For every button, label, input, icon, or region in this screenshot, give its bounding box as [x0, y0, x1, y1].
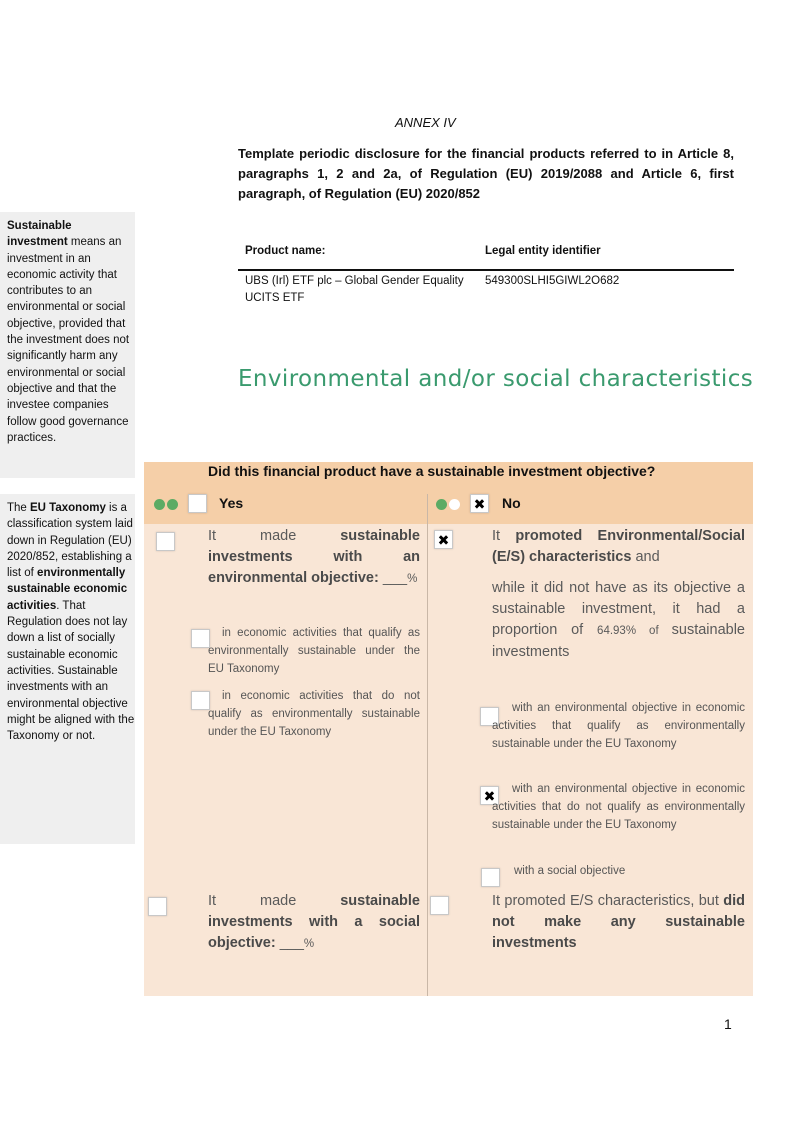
lei-value: 549300SLHI5GIWL2O682 — [485, 275, 620, 287]
sidebar-text: The — [7, 502, 31, 514]
text-bold: sustainable investments with an environmental objective: — [208, 528, 420, 586]
dot-icon — [167, 499, 178, 510]
dot-icon — [154, 499, 165, 510]
sustainable-proportion-text — [492, 578, 745, 663]
lei-header: Legal entity identifier — [485, 245, 601, 257]
taxonomy-aligned-text: in economic activities that qualify as environmentally sustainable under the EU Taxonomy — [208, 627, 420, 675]
check-x-icon: ✖ — [437, 531, 450, 548]
social-objective-text — [208, 891, 420, 955]
yes-label: Yes — [219, 495, 244, 511]
no-sustainable-text — [492, 891, 745, 954]
no-checkbox[interactable] — [470, 494, 489, 513]
question-heading: Did this financial product have a sustainable investment objective? — [208, 463, 656, 479]
text-bold: sustainable investments with a social objective: — [208, 893, 420, 951]
product-name-header: Product name: — [245, 245, 326, 257]
sidebar-term: EU Taxonomy — [30, 502, 106, 514]
promoted-es-text — [492, 526, 745, 568]
yes-checkbox[interactable] — [188, 494, 207, 513]
page-number: 1 — [724, 1016, 732, 1032]
sidebar-term: environmentally sustainable economic activities — [7, 567, 128, 612]
dot-icon — [449, 499, 460, 510]
blank: ___ — [275, 935, 304, 951]
social-text: with a social objective — [514, 865, 626, 877]
text: while it did not have as its objective a sustainable investment, it had a proportion of — [492, 580, 745, 638]
sidebar-text: . That Regulation does not lay down a list of socially sustainable economic activities. Sustainable investments with an environmental objective might be aligned with the Taxonomy or not. — [7, 599, 135, 743]
text: It — [492, 528, 516, 544]
column-divider — [427, 494, 428, 996]
promoted-es-checkbox[interactable] — [434, 530, 453, 549]
env-objective-checkbox[interactable] — [156, 532, 175, 551]
blank: ___ — [378, 570, 408, 586]
text-bold: did not make any sustainable investments — [492, 893, 745, 951]
sidebar-text: is a classification system laid down in Regulation (EU) 2020/852, establishing a list of — [7, 502, 133, 580]
check-x-icon: ✖ — [473, 495, 486, 512]
sidebar-definition-text: means an investment in an economic activity that contributes to an environmental or social objective, provided that the investment does not significantly harm any environmental or social objective and that the investee companies follow good governance practices. — [7, 236, 130, 444]
social-checkbox[interactable] — [481, 868, 500, 887]
text: and — [631, 549, 660, 565]
proportion-value: 64.93% — [597, 625, 637, 637]
not-taxonomy-aligned-text: in economic activities that do not qualify as environmentally sustainable under the EU Taxonomy — [208, 690, 420, 738]
social-objective-checkbox[interactable] — [148, 897, 167, 916]
check-x-icon: ✖ — [483, 787, 496, 804]
text: sustainable investments — [492, 622, 745, 660]
percent-sign: % — [303, 938, 315, 950]
text: It promoted E/S characteristics, but — [492, 893, 724, 909]
template-title: Template periodic disclosure for the financial products referred to in Article 8, paragraphs 1, 2 and 2a, of Regulation (EU) 2019/2088 and Article 6, first paragraph, of Regulation (EU) 2020/852 — [238, 146, 734, 201]
env-taxonomy-text: with an environmental objective in economic activities that qualify as environmentally sustainable under the EU Taxonomy — [492, 702, 745, 750]
annex-label: ANNEX IV — [395, 115, 456, 130]
table-divider — [238, 269, 734, 271]
text: It made — [208, 893, 341, 909]
sidebar-definition-sustainable-investment — [0, 212, 135, 478]
no-sustainable-checkbox[interactable] — [430, 896, 449, 915]
text-bold: promoted Environmental/Social (E/S) characteristics — [492, 528, 745, 565]
dot-icon — [436, 499, 447, 510]
sidebar-definition-eu-taxonomy — [0, 494, 135, 844]
sidebar-term: Sustainable investment — [7, 220, 72, 249]
text: of — [636, 625, 672, 637]
section-title: Environmental and/or social characteristics — [238, 366, 754, 392]
no-label: No — [502, 495, 521, 511]
percent-sign: % — [407, 573, 418, 585]
text: It made — [208, 528, 341, 544]
product-name-value: UBS (Irl) ETF plc – Global Gender Equality UCITS ETF — [245, 275, 464, 304]
env-objective-text — [208, 526, 420, 590]
env-not-taxonomy-text: with an environmental objective in economic activities that do not qualify as environmentally sustainable under the EU Taxonomy — [492, 783, 745, 831]
